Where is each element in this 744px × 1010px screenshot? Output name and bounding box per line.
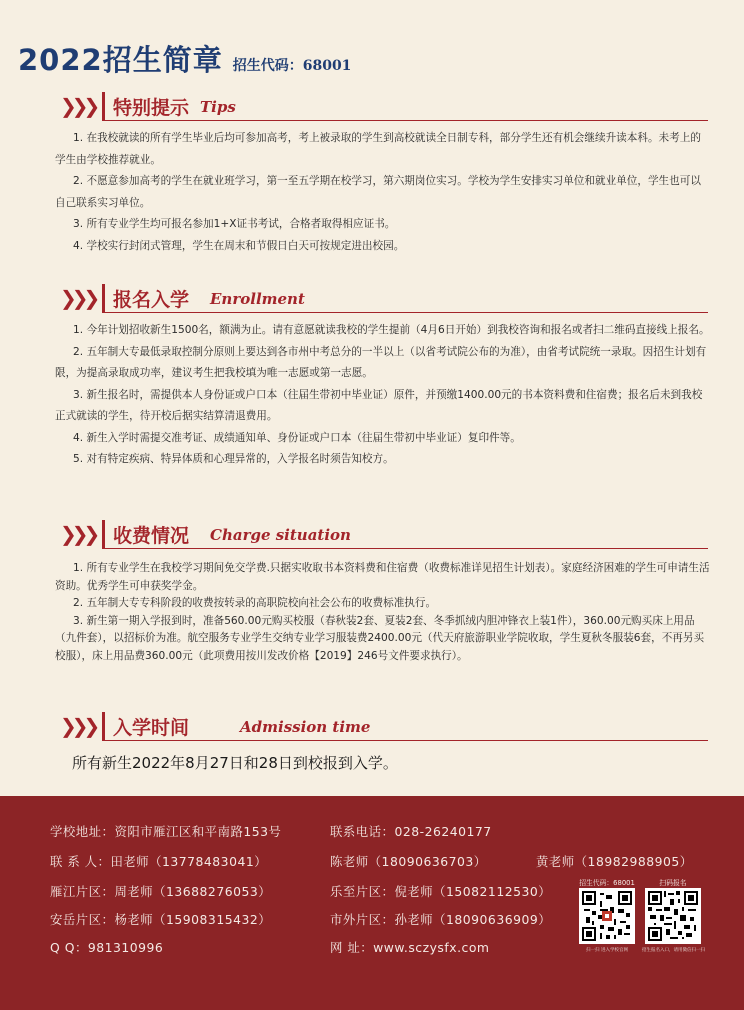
contact-person: 陈老师（18090636703）: [330, 854, 487, 869]
qr-caption: 扫码报名: [659, 879, 687, 887]
section-title-en: Tips: [200, 98, 236, 116]
list-item: 1. 今年计划招收新生1500名，额满为止。请有意愿就读我校的学生提前（4月6日开始）到我校咨询和报名或者扫二维码直接线上报名。: [73, 324, 710, 336]
section-body: [55, 560, 710, 665]
contact-phone: 联系电话：028-26240177: [330, 824, 492, 839]
section-header: [0, 92, 744, 122]
qq-number: Q Q：981310996: [50, 940, 164, 955]
contact-lezhi: 乐至片区：倪老师（15082112530）: [330, 884, 552, 899]
page-header: [18, 38, 351, 78]
section-enrollment: [0, 284, 744, 465]
list-item: 1. 所有专业学生在我校学习期间免交学费.只据实收取书本资料费和住宿费（收费标准详见招生计划表）。家庭经济困难的学生可申请生活资助。优秀学生可申获奖学金。: [55, 562, 710, 592]
list-item: 3. 所有专业学生均可报名参加1+X证书考试，合格者取得相应证书。: [73, 218, 396, 230]
section-title: 入学时间: [113, 717, 190, 739]
section-title-en: Enrollment: [210, 290, 305, 308]
list-item: 3. 新生报名时，需提供本人身份证或户口本（往届生带初中毕业证）原件，并预缴1400.00元的书本资料费和住宿费；报名后未到我校正式就读的学生，待开校后据实结算清退费用。: [55, 388, 703, 422]
list-item: 1. 在我校就读的所有学生毕业后均可参加高考，考上被录取的学生到高校就读全日制专科，部分学生还有机会继续升读本科。未考上的学生由学校推荐就业。: [55, 132, 701, 166]
contact-person: 黄老师（18982988905）: [536, 854, 693, 869]
contact-outside: 市外片区：孙老师（18090636909）: [330, 912, 552, 927]
section-header: [0, 284, 744, 314]
divider: [102, 92, 105, 120]
chevrons-icon: ❯❯❯: [60, 714, 96, 738]
list-item: 5. 对有特定疾病、特异体质和心理异常的，入学报名时须告知校方。: [73, 453, 394, 465]
section-body: [55, 128, 710, 257]
list-item: 4. 学校实行封闭式管理，学生在周末和节假日白天可按规定进出校园。: [73, 239, 405, 252]
school-address: 学校地址：资阳市雁江区和平南路153号: [50, 824, 282, 839]
divider-line: [102, 548, 708, 549]
enrollment-code: 招生代码：68001: [232, 58, 352, 74]
section-header: [0, 520, 744, 550]
contact-yanjiang: 雁江片区：周老师（13688276053）: [50, 884, 272, 899]
divider: [102, 284, 105, 312]
page-title: 2022招生简章: [18, 43, 223, 77]
section-tips: [0, 92, 744, 252]
divider-line: [102, 120, 708, 121]
divider: [102, 520, 105, 548]
list-item: 2. 不愿意参加高考的学生在就业班学习，第一至五学期在校学习，第六期岗位实习。学校为学生安排实习单位和就业单位，学生也可以自己联系实习单位。: [55, 175, 701, 209]
list-item: 4. 新生入学时需提交准考证、成绩通知单、身份证或户口本（往届生带初中毕业证）复印件等。: [73, 431, 521, 444]
admission-text: 所有新生2022年8月27日和28日到校报到入学。: [72, 754, 398, 772]
contact-footer: [0, 796, 744, 1010]
section-title: 收费情况: [113, 525, 190, 547]
contact-anyue: 安岳片区：杨老师（15908315432）: [50, 912, 272, 927]
qr-code-website[interactable]: [576, 878, 638, 953]
chevrons-icon: ❯❯❯: [60, 94, 96, 118]
chevrons-icon: ❯❯❯: [60, 522, 96, 546]
contact-person: 联 系 人：田老师（13778483041）: [50, 854, 268, 869]
section-title: 特别提示: [113, 97, 190, 119]
divider-line: [102, 740, 708, 741]
chevrons-icon: ❯❯❯: [60, 286, 96, 310]
website: 网 址：www.sczysfx.com: [330, 940, 490, 955]
list-item: 2. 五年制大专最低录取控制分原则上要达到各市州中考总分的一半以上（以省考试院公布的为准），由省考试院统一录取。因招生计划有限，为提高录取成功率，建议考生把我校填为唯一志愿或第一志愿。: [55, 345, 707, 379]
qr-hint: 招生报名入口，请用微信扫一扫: [642, 948, 705, 953]
section-title-en: Admission time: [240, 718, 371, 736]
qr-caption: 招生代码：68001: [579, 879, 635, 887]
qr-code-icon: [579, 888, 635, 944]
qr-hint: 扫一扫 进入学校官网: [586, 948, 628, 953]
divider-line: [102, 312, 708, 313]
divider: [102, 712, 105, 740]
section-header: [0, 712, 744, 742]
section-admission: [0, 712, 744, 742]
section-body: [55, 320, 710, 471]
section-charge: [0, 520, 744, 662]
list-item: 3. 新生第一期入学报到时，准备560.00元购买校服（春秋装2套、夏装2套、冬季抓绒内胆冲锋衣上装1件），360.00元购买床上用品（九件套），以招标价为准。航空服务专业学生交纳专业学习服装费2400.00元（代天府旅游职业学院收取，学生夏秋冬服装6套，不再另买校服），床上用品费360.00元（此项费用按川发改价格【2019】246号文件要求执行）。: [55, 614, 705, 662]
qr-code-register[interactable]: [642, 878, 704, 953]
qr-code-icon: [645, 888, 701, 944]
list-item: 2. 五年制大专专科阶段的收费按转录的高职院校向社会公布的收费标准执行。: [73, 597, 437, 609]
section-title-en: Charge situation: [210, 526, 351, 544]
section-title: 报名入学: [113, 289, 190, 311]
